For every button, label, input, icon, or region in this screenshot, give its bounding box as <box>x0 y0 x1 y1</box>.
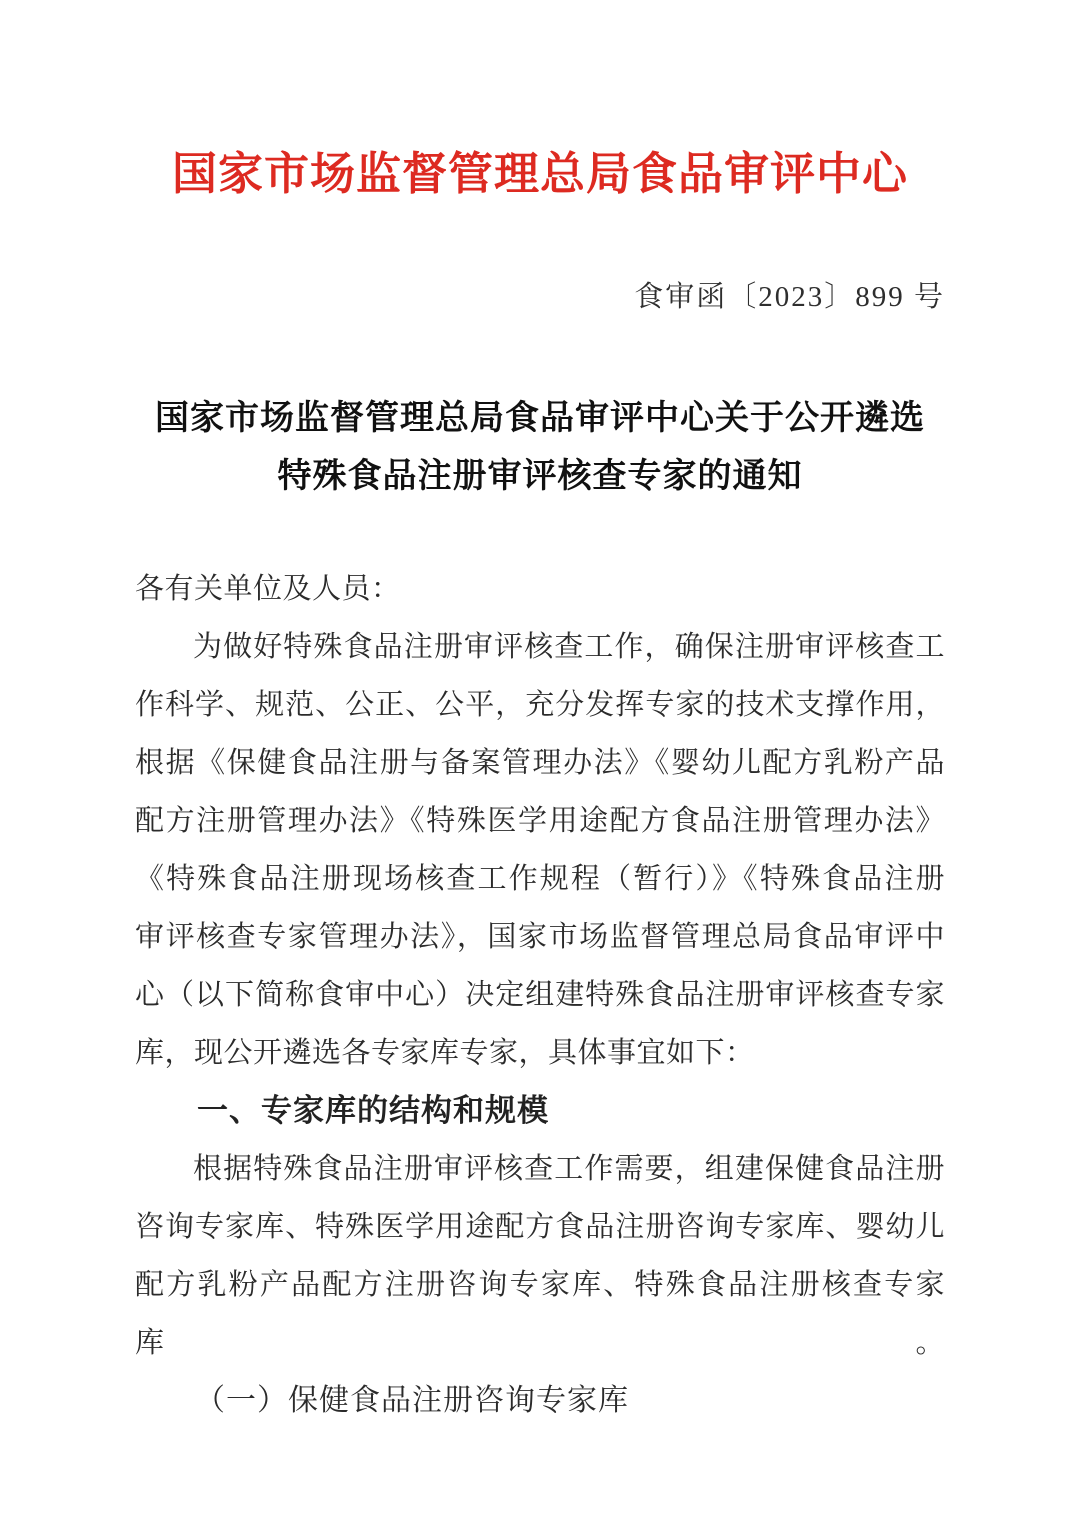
document-reference-number: 食审函〔2023〕899 号 <box>634 281 945 313</box>
subsection-1-heading: （一）保健食品注册咨询专家库 <box>195 1384 629 1417</box>
paragraph1-line-6: 审评核查专家管理办法》，国家市场监督管理总局食品审评中 <box>135 921 945 953</box>
paragraph2-line-3: 配方乳粉产品配方注册咨询专家库、特殊食品注册核查专家库。 <box>135 1269 945 1359</box>
paragraph1-line-7: 心（以下简称食审中心）决定组建特殊食品注册审评核查专家 <box>135 979 945 1011</box>
paragraph2-line-2: 咨询专家库、特殊医学用途配方食品注册咨询专家库、婴幼儿 <box>135 1211 945 1243</box>
document-body <box>135 560 945 1430</box>
section-1-heading: 一、专家库的结构和规模 <box>197 1093 549 1128</box>
paragraph1-line-3: 根据《保健食品注册与备案管理办法》《婴幼儿配方乳粉产品 <box>135 747 945 779</box>
salutation-line: 各有关单位及人员： <box>135 573 401 605</box>
paragraph2-line-1: 根据特殊食品注册审评核查工作需要，组建保健食品注册 <box>193 1153 945 1185</box>
letterhead-org-title: 国家市场监督管理总局食品审评中心 <box>171 149 908 199</box>
paragraph1-line-4: 配方注册管理办法》《特殊医学用途配方食品注册管理办法》 <box>135 805 945 837</box>
paragraph1-line-8: 库，现公开遴选各专家库专家，具体事宜如下： <box>135 1037 755 1069</box>
paragraph1-line-1: 为做好特殊食品注册审评核查工作，确保注册审评核查工 <box>193 631 945 663</box>
document-title-line-1: 国家市场监督管理总局食品审评中心关于公开遴选 <box>155 400 925 437</box>
document-title-line-2: 特殊食品注册审评核查专家的通知 <box>277 458 803 495</box>
document-title <box>135 390 945 506</box>
paragraph1-line-2: 作科学、规范、公正、公平，充分发挥专家的技术支撑作用， <box>135 689 945 721</box>
paragraph1-line-5: 《特殊食品注册现场核查工作规程（暂行）》《特殊食品注册 <box>135 863 945 895</box>
